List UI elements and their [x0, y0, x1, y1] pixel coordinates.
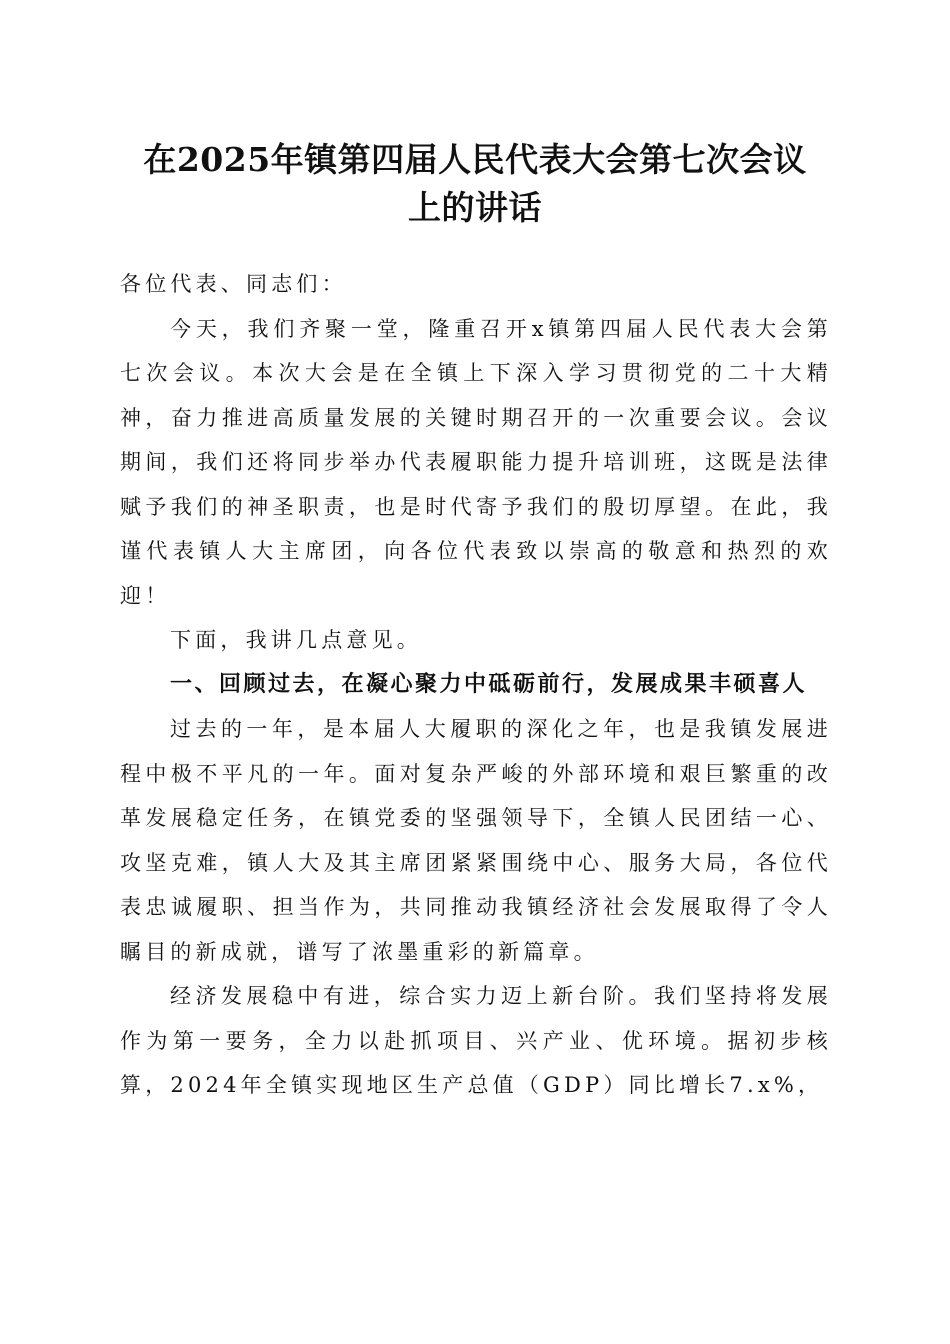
paragraph-review: 过去的一年，是本届人大履职的深化之年，也是我镇发展进程中极不平凡的一年。面对复杂严峻的外部环境和艰巨繁重的改革发展稳定任务，在镇党委的坚强领导下，全镇人民团结一心、攻坚克难，镇人大及其主席团紧紧围绕中心、服务大局，各位代表忠诚履职、担当作为，共同推动我镇经济社会发展取得了令人瞩目的新成就，谱写了浓墨重彩的新篇章。: [120, 717, 832, 964]
paragraph-opening: 今天，我们齐聚一堂，隆重召开x镇第四届人民代表大会第七次会议。本次大会是在全镇上下深入学习贯彻党的二十大精神，奋力推进高质量发展的关键时期召开的一次重要会议。会议期间，我们还将同步举办代表履职能力提升培训班，这既是法律赋予我们的神圣职责，也是时代寄予我们的殷切厚望。在此，我谨代表镇人大主席团，向各位代表致以崇高的敬意和热烈的欢迎！: [120, 316, 832, 608]
paragraph-transition: 下面，我讲几点意见。: [170, 628, 422, 652]
section-heading: 一、回顾过去，在凝心聚力中砥砺前行，发展成果丰硕喜人: [170, 671, 808, 697]
paragraph-economy: 经济发展稳中有进，综合实力迈上新台阶。我们坚持将发展作为第一要务，全力以赴抓项目、兴产业、优环境。据初步核算，2024年全镇实现地区生产总值（GDP）同比增长7.x%，: [120, 984, 832, 1097]
document-body: [120, 262, 832, 1108]
document-title: [120, 136, 830, 232]
title-line-1: 在2025年镇第四届人民代表大会第七次会议: [143, 140, 807, 179]
salutation: 各位代表、同志们：: [120, 272, 347, 296]
title-line-2: 上的讲话: [408, 188, 542, 227]
